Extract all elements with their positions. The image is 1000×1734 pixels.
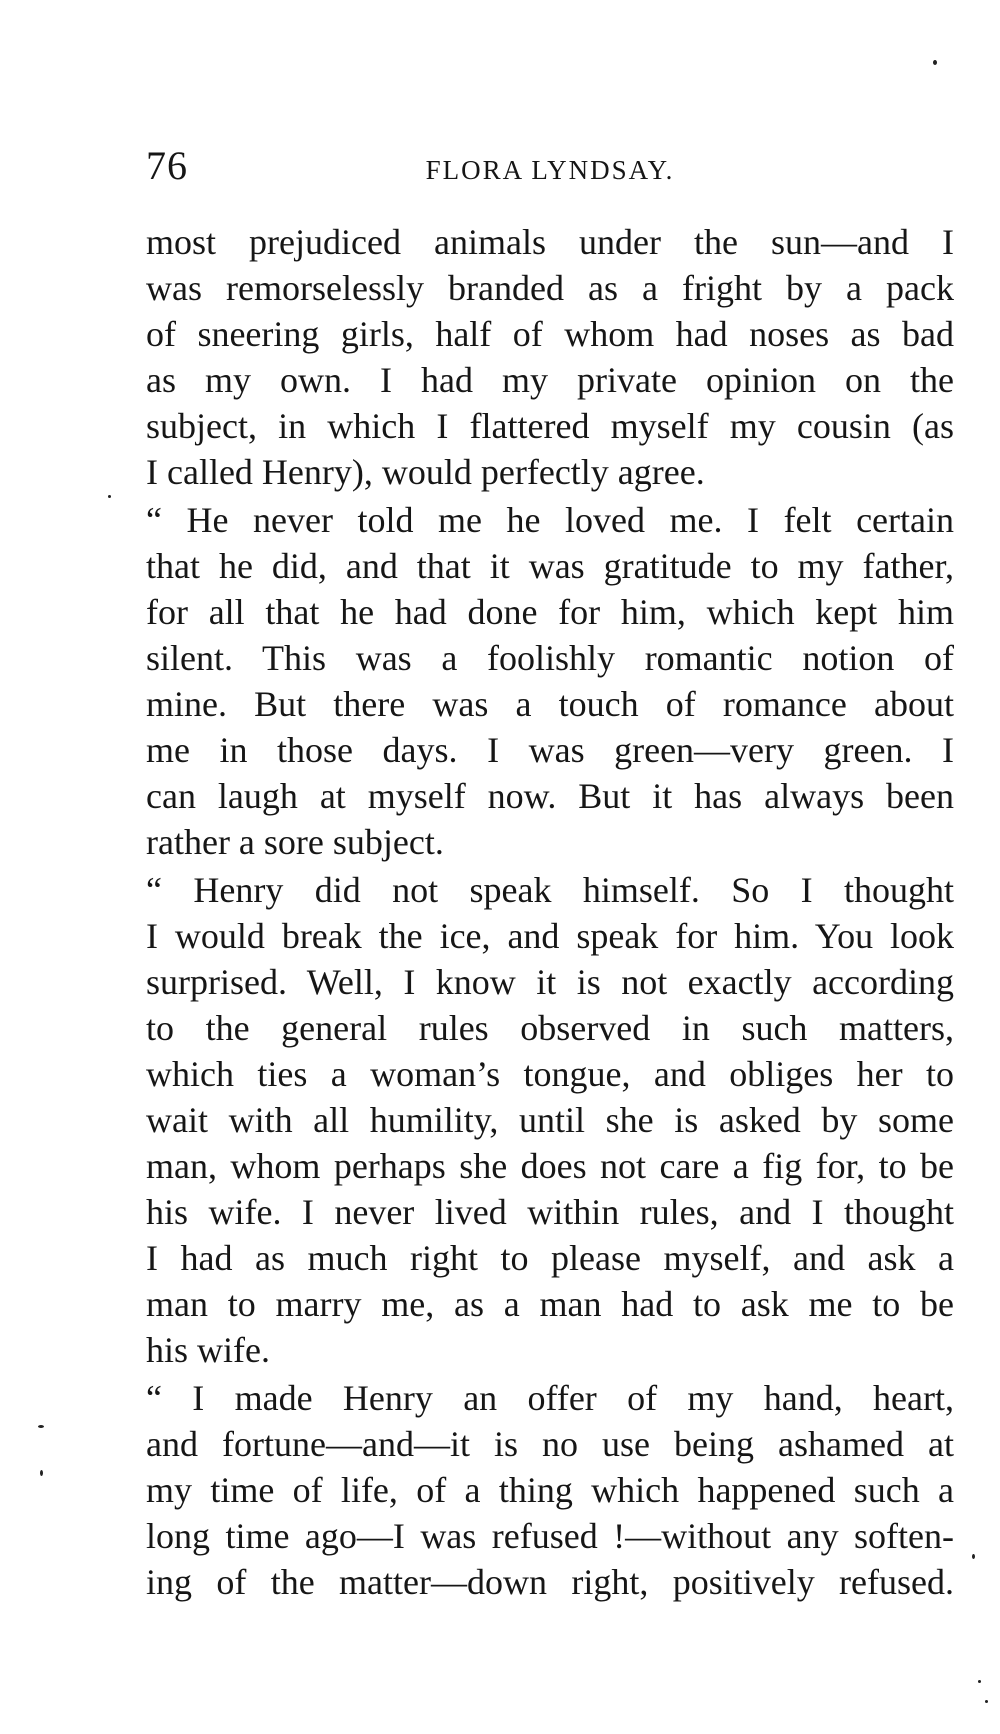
text-line: most prejudiced animals under the sun—and I [146,222,954,262]
text-line: my time of life, of a thing which happened such a [146,1470,954,1510]
text-line: silent. This was a foolishly romantic notion of [146,638,954,678]
text-line: subject, in which I flattered myself my cousin (as [146,406,954,446]
text-line: his wife. [146,1330,270,1370]
text-line: which ties a woman’s tongue, and obliges her to [146,1054,954,1094]
print-speck [972,1554,975,1559]
text-line: for all that he had done for him, which kept him [146,592,954,632]
text-line: I had as much right to please myself, and ask a [146,1238,954,1278]
text-line: “ I made Henry an offer of my hand, heart, [146,1378,954,1418]
print-speck [38,1425,44,1428]
text-line: me in those days. I was green—very green. I [146,730,954,770]
print-speck [933,60,937,65]
text-line: to the general rules observed in such matters, [146,1008,954,1048]
text-line: “ He never told me he loved me. I felt certain [146,500,954,540]
text-line: mine. But there was a touch of romance about [146,684,954,724]
text-line: can laugh at myself now. But it has always been [146,776,954,816]
text-line: was remorselessly branded as a fright by a pack [146,268,954,308]
text-line: of sneering girls, half of whom had noses as bad [146,314,954,354]
page-header [146,143,954,196]
text-line: I called Henry), would perfectly agree. [146,452,705,492]
text-line: that he did, and that it was gratitude to my father, [146,546,954,586]
print-speck [978,1680,981,1683]
print-speck [108,495,111,498]
text-line: as my own. I had my private opinion on the [146,360,954,400]
text-line: wait with all humility, until she is asked by some [146,1100,954,1140]
print-speck [985,1700,988,1703]
text-line: surprised. Well, I know it is not exactly according [146,962,954,1002]
print-speck [40,1470,43,1476]
text-line: “ Henry did not speak himself. So I thought [146,870,954,910]
text-line: man to marry me, as a man had to ask me to be [146,1284,954,1324]
body-text [146,219,954,1605]
text-line: I would break the ice, and speak for him. You look [146,916,954,956]
text-line: man, whom perhaps she does not care a fig for, to be [146,1146,954,1186]
text-line: and fortune—and—it is no use being ashamed at [146,1424,954,1464]
text-line: long time ago—I was refused !—without any soften- [146,1516,954,1556]
running-title: FLORA LYNDSAY. [425,155,675,185]
page-number: 76 [146,143,188,188]
text-line: ing of the matter—down right, positively refused. [146,1562,954,1602]
text-line: rather a sore subject. [146,822,444,862]
text-line: his wife. I never lived within rules, and I thought [146,1192,954,1232]
